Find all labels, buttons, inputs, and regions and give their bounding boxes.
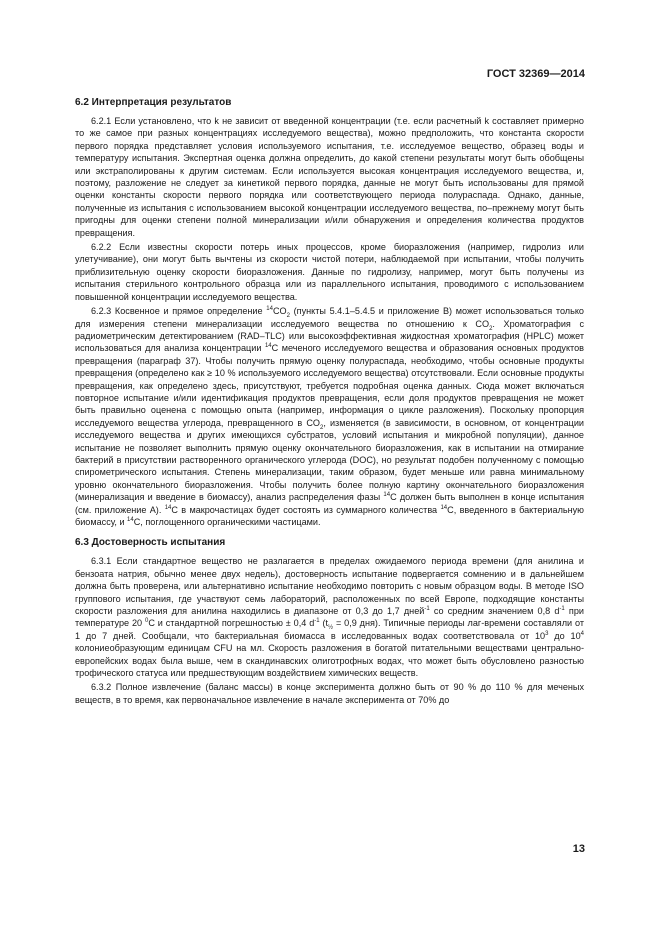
text-run: . Хроматография с радиометрическим детектированием (RAD–TLC) или высокоэффективная жидкостная хроматография (HPLC) может использоваться для анализа концентрации: [75, 318, 584, 354]
superscript: 14: [266, 306, 273, 313]
subscript: 2: [286, 312, 290, 319]
subscript: ½: [328, 625, 334, 632]
text-run: CO: [272, 306, 287, 317]
page-content: [75, 96, 584, 706]
paragraph-6-2-2: 6.2.2 Если известны скорости потерь иных процессов, кроме биоразложения (например, гидролиз или улетучивание), они могут быть вычтены из скорости чистой потери, наблюдаемой при испытании, чтобы получить приблизительную оценку скорости биоразложения. Данные по гидролизу, например, могут быть получены из испытания стерильного контрольного образца или из параллельного испытания, проводимого с использованием повышенной концентрации исследуемого вещества.: [75, 242, 584, 302]
text-run: , изменяется (в зависимости, в основном, от концентрации исследуемого вещества и других имеющихся субстратов, условий испытания и микробной популяции), данное испытание не позволяет выполнить прямую оценку окончательного биоразложения, как в испытании на отмирание бактерий в присутствии растворенного органического углерода (DOC), но результат подобен полученному с помощью спирометрического испытания. Степень минерализации, таким образом, будет меньше или равна минимальному уровню окончательного биоразложения. Чтобы получить более полную картину окончательного биоразложения (минерализация и введение в биомассу), анализ распределения фазы: [75, 417, 584, 503]
text-run: со средним значением 0,8 d: [429, 606, 560, 617]
superscript: 14: [164, 504, 172, 511]
superscript: 14: [383, 492, 391, 499]
superscript: -1: [314, 618, 320, 625]
text-run: C должен быть выполнен в конце испытания (см. приложение А).: [75, 492, 585, 515]
paragraph-6-2-3: [75, 305, 584, 528]
superscript: 14: [440, 504, 448, 511]
text-run: C, поглощенного органическими частицами.: [133, 517, 321, 527]
superscript: 0: [144, 618, 149, 625]
subscript: 2: [489, 325, 493, 332]
paragraph-6-3-1: [75, 555, 584, 679]
page-number: 13: [572, 843, 585, 855]
document-code-header: ГОСТ 32369—2014: [486, 68, 585, 80]
text-run: (пункты 5.4.1–5.4.5 и приложение В) может использоваться только для измерения степени минерализации исследуемого вещества по отношению к CO: [75, 306, 584, 329]
text-run: колониеобразующим единицам CFU на мл. Скорость разложения в богатой питательными веществами центрально-европейских водах была выше, чем в скандинавских олиготрофных водах, что может быть обусловлено разностью трофического статуса или предшествующим воздействием химических веществ.: [75, 643, 584, 679]
superscript: 4: [580, 630, 584, 637]
text-run: C, введенного в бактериальную биомассу, и: [75, 504, 584, 527]
superscript: 14: [127, 516, 134, 523]
subscript: 2: [319, 424, 324, 431]
superscript: -1: [559, 606, 565, 612]
section-title-6-2: 6.2 Интерпретация результатов: [75, 97, 232, 108]
text-run: до 10: [548, 630, 581, 641]
superscript: 14: [264, 343, 272, 350]
text-run: C и стандартной погрешностью ± 0,4 d: [148, 618, 315, 629]
superscript: 3: [545, 630, 549, 637]
text-run: 6.2.3 Косвенное и прямое определение: [91, 306, 267, 317]
section-title-6-3: 6.3 Достоверность испытания: [75, 537, 226, 549]
paragraph-6-2-1: 6.2.1 Если установлено, что k не зависит от введенной концентрации (т.е. если расчетный k составляет примерно то же самое при разных концентрациях исследуемого вещества), можно предположить, что константа скорости первого порядка представляет условия используемого испытания, т.е. исследуемое вещество, образец воды и температуру испытания. Экспертная оценка должна определить, до какой степени результаты могут быть обобщены или экстраполированы к другим системам. Если используется высокая концентрация исследуемого вещества, и, поэтому, разложение не следует за кинетикой первого порядка, данные не могут быть использованы для прямой оценки константы скорости первого порядка или соответствующего периода полураспада. Однако, данные, полученные из испытания с использованием высокой концентрации исследуемого вещества, по–прежнему могут быть пригодны для оценки степени полной минерализации и/или обнаружения и определения количества продуктов превращения.: [75, 116, 584, 238]
text-run: (t: [319, 618, 329, 629]
text-run: при температуре 20: [75, 606, 584, 629]
paragraph-6-3-2: 6.3.2 Полное извлечение (баланс массы) в конце эксперимента должно быть от 90 % до 110 % для меченых веществ, в то время, как первоначальное извлечение в начале эксперимента от 70% до: [75, 682, 584, 705]
text-run: C в макрочастицах будет состоять из суммарного количества: [171, 504, 441, 515]
superscript: -1: [424, 606, 430, 612]
text-run: 6.3.1 Если стандартное вещество не разлагается в пределах ожидаемого периода времени (для анилина и бензоата натрия, обычно менее двух недель), достоверность испытание подвергается сомнению и в дальнейшем должна быть проверена, или альтернативно испытание необходимо повторить с новым образцом воды. В методе ISO группового испытания, где участвуют семь лабораторий, расположенных по всей Европе, подходящие константы скорости разложения для анилина находились в диапазоне от 0,3 до 1,7 дней: [75, 556, 584, 617]
text-run: = 0,9 дня). Типичные периоды лаг-времени составляли от 1 до 7 дней. Сообщали, что бактериальная биомасса в исследованных водах соответствовала от 10: [75, 618, 584, 641]
text-run: C меченого исследуемого вещества и образования основных продуктов превращения (параграф 37). Чтобы получить прямую оценку полураспада, необходимо, чтобы основные продукты превращения (определено как ≥ 10 % используемого исследуемого вещества) отсутствовали. Если основные продукты превращения, как определено здесь, присутствуют, требуется подробная оценка данных. Сюда может включаться повторное испытание и/или идентификация продуктов превращения, если доля продуктов превращения не может быть правильно оценена с помощью опыта (например, информация о цикле разложения). Поскольку пропорция исследуемого вещества углерода, превращенного в CO: [75, 343, 584, 428]
